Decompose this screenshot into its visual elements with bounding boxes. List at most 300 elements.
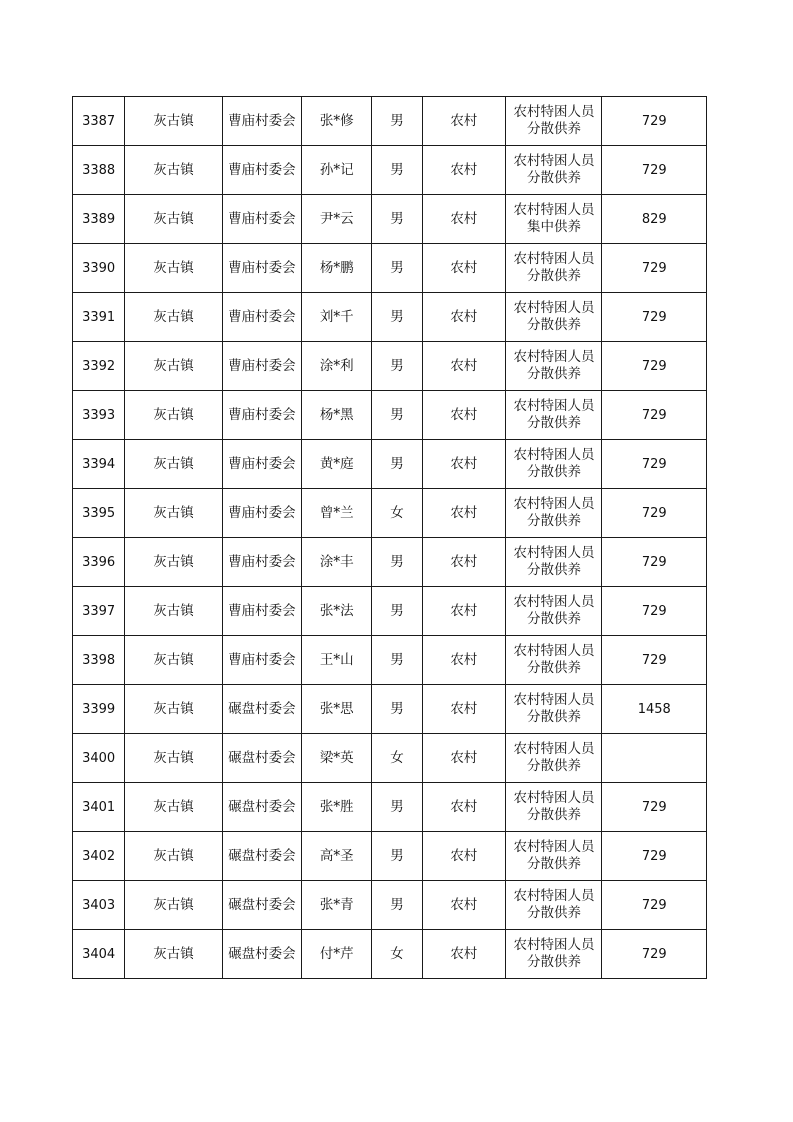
row-number-text: 3398 — [82, 652, 116, 668]
village-committee-text: 碾盘村委会 — [228, 700, 296, 717]
area-type-text: 农村 — [450, 406, 478, 423]
row-number-text: 3400 — [82, 750, 116, 766]
assistance-type-text: 农村特困人员分散供养 — [513, 300, 595, 333]
gender-text: 女 — [390, 945, 404, 962]
area-type-text: 农村 — [450, 749, 478, 766]
area-type-text: 农村 — [450, 455, 478, 472]
village-committee-text: 曹庙村委会 — [228, 504, 296, 521]
assistance-type-cell — [506, 391, 602, 440]
table-row — [73, 636, 707, 685]
person-name-text: 涂*利 — [319, 357, 354, 374]
row-number-text: 3392 — [82, 358, 116, 374]
town-cell — [125, 881, 222, 930]
area-type-text: 农村 — [450, 259, 478, 276]
village-committee-cell — [222, 489, 301, 538]
assistance-type-text: 农村特困人员分散供养 — [513, 349, 595, 382]
gender-text: 男 — [390, 798, 404, 815]
town-cell — [125, 587, 222, 636]
amount-text: 729 — [641, 358, 667, 374]
person-name-cell — [302, 538, 372, 587]
area-type-text: 农村 — [450, 602, 478, 619]
person-name-cell — [302, 293, 372, 342]
area-type-cell — [422, 685, 505, 734]
amount-cell — [602, 146, 707, 195]
amount-cell — [602, 244, 707, 293]
gender-cell — [372, 881, 422, 930]
assistance-type-cell — [506, 146, 602, 195]
amount-cell — [602, 538, 707, 587]
amount-text: 1458 — [637, 701, 671, 717]
gender-text: 男 — [390, 847, 404, 864]
person-name-cell — [302, 930, 372, 979]
town-cell — [125, 930, 222, 979]
area-type-cell — [422, 587, 505, 636]
table-row — [73, 146, 707, 195]
assistance-type-text: 农村特困人员分散供养 — [513, 643, 595, 676]
town-cell — [125, 391, 222, 440]
area-type-cell — [422, 636, 505, 685]
area-type-text: 农村 — [450, 798, 478, 815]
person-name-text: 尹*云 — [319, 210, 354, 227]
row-number-cell — [73, 244, 125, 293]
amount-text: 729 — [641, 456, 667, 472]
row-number-cell — [73, 685, 125, 734]
row-number-text: 3401 — [82, 799, 116, 815]
amount-text: 829 — [641, 211, 667, 227]
table-row — [73, 195, 707, 244]
row-number-text: 3393 — [82, 407, 116, 423]
town-cell — [125, 685, 222, 734]
person-name-cell — [302, 489, 372, 538]
row-number-text: 3402 — [82, 848, 116, 864]
person-name-cell — [302, 391, 372, 440]
assistance-type-text: 农村特困人员分散供养 — [513, 888, 595, 921]
assistance-type-cell — [506, 489, 602, 538]
village-committee-text: 碾盘村委会 — [228, 798, 296, 815]
amount-text: 729 — [641, 897, 667, 913]
village-committee-text: 碾盘村委会 — [228, 749, 296, 766]
area-type-text: 农村 — [450, 161, 478, 178]
row-number-cell — [73, 342, 125, 391]
assistance-type-cell — [506, 783, 602, 832]
person-name-cell — [302, 195, 372, 244]
area-type-text: 农村 — [450, 308, 478, 325]
amount-text: 729 — [641, 309, 667, 325]
area-type-cell — [422, 881, 505, 930]
village-committee-cell — [222, 342, 301, 391]
town-text: 灰古镇 — [153, 945, 194, 962]
town-text: 灰古镇 — [153, 406, 194, 423]
amount-text: 729 — [641, 113, 667, 129]
assistance-type-text: 农村特困人员分散供养 — [513, 937, 595, 970]
village-committee-cell — [222, 832, 301, 881]
row-number-cell — [73, 293, 125, 342]
area-type-text: 农村 — [450, 210, 478, 227]
assistance-type-text: 农村特困人员分散供养 — [513, 447, 595, 480]
town-text: 灰古镇 — [153, 455, 194, 472]
gender-cell — [372, 244, 422, 293]
village-committee-cell — [222, 930, 301, 979]
gender-text: 男 — [390, 210, 404, 227]
town-cell — [125, 244, 222, 293]
town-text: 灰古镇 — [153, 896, 194, 913]
amount-cell — [602, 881, 707, 930]
town-cell — [125, 97, 222, 146]
area-type-cell — [422, 97, 505, 146]
assistance-type-cell — [506, 195, 602, 244]
village-committee-cell — [222, 538, 301, 587]
village-committee-cell — [222, 146, 301, 195]
town-text: 灰古镇 — [153, 651, 194, 668]
person-name-text: 张*胜 — [319, 798, 354, 815]
amount-cell — [602, 783, 707, 832]
town-cell — [125, 783, 222, 832]
assistance-type-cell — [506, 244, 602, 293]
village-committee-text: 曹庙村委会 — [228, 406, 296, 423]
row-number-text: 3404 — [82, 946, 116, 962]
gender-cell — [372, 195, 422, 244]
row-number-text: 3389 — [82, 211, 116, 227]
area-type-text: 农村 — [450, 847, 478, 864]
person-name-cell — [302, 97, 372, 146]
row-number-cell — [73, 636, 125, 685]
gender-cell — [372, 538, 422, 587]
row-number-cell — [73, 783, 125, 832]
assistance-type-cell — [506, 832, 602, 881]
area-type-cell — [422, 342, 505, 391]
area-type-text: 农村 — [450, 651, 478, 668]
row-number-text: 3387 — [82, 113, 116, 129]
gender-text: 女 — [390, 749, 404, 766]
village-committee-cell — [222, 783, 301, 832]
area-type-text: 农村 — [450, 896, 478, 913]
person-name-cell — [302, 587, 372, 636]
area-type-cell — [422, 783, 505, 832]
row-number-text: 3388 — [82, 162, 116, 178]
village-committee-cell — [222, 734, 301, 783]
village-committee-text: 碾盘村委会 — [228, 847, 296, 864]
village-committee-text: 碾盘村委会 — [228, 945, 296, 962]
area-type-cell — [422, 195, 505, 244]
row-number-cell — [73, 832, 125, 881]
gender-cell — [372, 97, 422, 146]
amount-text: 729 — [641, 848, 667, 864]
amount-text: 729 — [641, 603, 667, 619]
gender-cell — [372, 587, 422, 636]
assistance-type-cell — [506, 293, 602, 342]
person-name-text: 曾*兰 — [319, 504, 354, 521]
town-text: 灰古镇 — [153, 749, 194, 766]
area-type-text: 农村 — [450, 504, 478, 521]
person-name-cell — [302, 146, 372, 195]
row-number-cell — [73, 587, 125, 636]
amount-text: 729 — [641, 407, 667, 423]
row-number-text: 3396 — [82, 554, 116, 570]
village-committee-cell — [222, 391, 301, 440]
table-row — [73, 881, 707, 930]
village-committee-text: 曹庙村委会 — [228, 357, 296, 374]
table-row — [73, 440, 707, 489]
amount-cell — [602, 342, 707, 391]
person-name-cell — [302, 342, 372, 391]
person-name-cell — [302, 244, 372, 293]
table-row — [73, 783, 707, 832]
village-committee-text: 曹庙村委会 — [228, 210, 296, 227]
row-number-text: 3399 — [82, 701, 116, 717]
assistance-type-text: 农村特困人员分散供养 — [513, 594, 595, 627]
area-type-text: 农村 — [450, 357, 478, 374]
town-cell — [125, 538, 222, 587]
gender-cell — [372, 685, 422, 734]
person-name-cell — [302, 734, 372, 783]
amount-cell — [602, 832, 707, 881]
amount-cell — [602, 391, 707, 440]
area-type-cell — [422, 440, 505, 489]
gender-cell — [372, 930, 422, 979]
table-row — [73, 832, 707, 881]
assistance-type-cell — [506, 636, 602, 685]
gender-text: 男 — [390, 161, 404, 178]
assistance-type-text: 农村特困人员分散供养 — [513, 741, 595, 774]
assistance-type-cell — [506, 440, 602, 489]
village-committee-text: 碾盘村委会 — [228, 896, 296, 913]
gender-text: 男 — [390, 553, 404, 570]
person-name-text: 王*山 — [319, 651, 354, 668]
assistance-type-cell — [506, 881, 602, 930]
assistance-type-cell — [506, 930, 602, 979]
assistance-type-text: 农村特困人员分散供养 — [513, 398, 595, 431]
town-text: 灰古镇 — [153, 602, 194, 619]
assistance-type-cell — [506, 734, 602, 783]
amount-text: 729 — [641, 505, 667, 521]
town-text: 灰古镇 — [153, 847, 194, 864]
amount-cell — [602, 734, 707, 783]
person-name-text: 涂*丰 — [319, 553, 354, 570]
village-committee-cell — [222, 440, 301, 489]
amount-text: 729 — [641, 652, 667, 668]
person-name-cell — [302, 783, 372, 832]
person-name-cell — [302, 440, 372, 489]
amount-cell — [602, 685, 707, 734]
person-name-text: 梁*英 — [319, 749, 354, 766]
table-row — [73, 538, 707, 587]
town-text: 灰古镇 — [153, 798, 194, 815]
amount-cell — [602, 587, 707, 636]
table-row — [73, 391, 707, 440]
assistance-type-text: 农村特困人员分散供养 — [513, 790, 595, 823]
assistance-type-text: 农村特困人员分散供养 — [513, 251, 595, 284]
village-committee-text: 曹庙村委会 — [228, 259, 296, 276]
area-type-text: 农村 — [450, 700, 478, 717]
amount-cell — [602, 293, 707, 342]
gender-text: 男 — [390, 406, 404, 423]
town-text: 灰古镇 — [153, 357, 194, 374]
assistance-type-text: 农村特困人员分散供养 — [513, 104, 595, 137]
table-row — [73, 244, 707, 293]
gender-text: 男 — [390, 700, 404, 717]
row-number-cell — [73, 734, 125, 783]
gender-text: 男 — [390, 455, 404, 472]
person-name-text: 张*法 — [319, 602, 354, 619]
assistance-type-cell — [506, 342, 602, 391]
village-committee-text: 曹庙村委会 — [228, 161, 296, 178]
area-type-cell — [422, 146, 505, 195]
town-text: 灰古镇 — [153, 210, 194, 227]
amount-text: 729 — [641, 554, 667, 570]
gender-cell — [372, 342, 422, 391]
village-committee-cell — [222, 587, 301, 636]
village-committee-cell — [222, 97, 301, 146]
assistance-type-cell — [506, 587, 602, 636]
assistance-type-text: 农村特困人员集中供养 — [513, 202, 595, 235]
town-text: 灰古镇 — [153, 553, 194, 570]
gender-cell — [372, 734, 422, 783]
person-name-cell — [302, 832, 372, 881]
row-number-cell — [73, 489, 125, 538]
gender-cell — [372, 832, 422, 881]
row-number-text: 3403 — [82, 897, 116, 913]
person-name-text: 刘*千 — [319, 308, 354, 325]
town-cell — [125, 293, 222, 342]
person-name-text: 黄*庭 — [319, 455, 354, 472]
village-committee-cell — [222, 195, 301, 244]
person-name-text: 张*青 — [319, 896, 354, 913]
area-type-cell — [422, 734, 505, 783]
row-number-cell — [73, 195, 125, 244]
row-number-text: 3394 — [82, 456, 116, 472]
table-row — [73, 685, 707, 734]
area-type-cell — [422, 489, 505, 538]
row-number-cell — [73, 538, 125, 587]
town-cell — [125, 832, 222, 881]
person-name-cell — [302, 685, 372, 734]
table-row — [73, 293, 707, 342]
area-type-cell — [422, 538, 505, 587]
person-name-cell — [302, 881, 372, 930]
amount-cell — [602, 440, 707, 489]
town-cell — [125, 146, 222, 195]
assistance-type-text: 农村特困人员分散供养 — [513, 153, 595, 186]
gender-text: 男 — [390, 896, 404, 913]
assistance-type-text: 农村特困人员分散供养 — [513, 692, 595, 725]
amount-text: 729 — [641, 799, 667, 815]
gender-cell — [372, 440, 422, 489]
town-text: 灰古镇 — [153, 259, 194, 276]
town-text: 灰古镇 — [153, 504, 194, 521]
gender-text: 男 — [390, 602, 404, 619]
town-text: 灰古镇 — [153, 161, 194, 178]
town-cell — [125, 342, 222, 391]
village-committee-cell — [222, 685, 301, 734]
town-cell — [125, 440, 222, 489]
town-cell — [125, 195, 222, 244]
gender-text: 男 — [390, 357, 404, 374]
area-type-cell — [422, 244, 505, 293]
row-number-cell — [73, 930, 125, 979]
village-committee-cell — [222, 293, 301, 342]
town-text: 灰古镇 — [153, 700, 194, 717]
assistance-type-cell — [506, 685, 602, 734]
town-cell — [125, 734, 222, 783]
village-committee-text: 曹庙村委会 — [228, 455, 296, 472]
row-number-cell — [73, 146, 125, 195]
gender-cell — [372, 391, 422, 440]
assistance-type-text: 农村特困人员分散供养 — [513, 839, 595, 872]
person-name-text: 杨*鹏 — [319, 259, 354, 276]
town-cell — [125, 489, 222, 538]
area-type-text: 农村 — [450, 112, 478, 129]
amount-text: 729 — [641, 260, 667, 276]
amount-cell — [602, 930, 707, 979]
row-number-cell — [73, 391, 125, 440]
gender-text: 男 — [390, 651, 404, 668]
amount-text: 729 — [641, 946, 667, 962]
town-text: 灰古镇 — [153, 308, 194, 325]
table-row — [73, 97, 707, 146]
row-number-text: 3390 — [82, 260, 116, 276]
person-name-text: 张*修 — [319, 112, 354, 129]
table-row — [73, 930, 707, 979]
area-type-cell — [422, 391, 505, 440]
area-type-cell — [422, 930, 505, 979]
gender-text: 男 — [390, 308, 404, 325]
assistance-type-cell — [506, 97, 602, 146]
gender-cell — [372, 489, 422, 538]
gender-cell — [372, 783, 422, 832]
village-committee-cell — [222, 244, 301, 293]
village-committee-cell — [222, 881, 301, 930]
village-committee-cell — [222, 636, 301, 685]
gender-text: 女 — [390, 504, 404, 521]
area-type-text: 农村 — [450, 553, 478, 570]
amount-cell — [602, 195, 707, 244]
table-row — [73, 342, 707, 391]
table-row — [73, 489, 707, 538]
person-name-text: 杨*黑 — [319, 406, 354, 423]
row-number-cell — [73, 881, 125, 930]
roster-body — [73, 97, 707, 979]
assistance-roster-table — [72, 96, 707, 979]
village-committee-text: 曹庙村委会 — [228, 112, 296, 129]
person-name-cell — [302, 636, 372, 685]
table-row — [73, 587, 707, 636]
village-committee-text: 曹庙村委会 — [228, 602, 296, 619]
table-row — [73, 734, 707, 783]
town-cell — [125, 636, 222, 685]
row-number-text: 3397 — [82, 603, 116, 619]
gender-text: 男 — [390, 112, 404, 129]
gender-cell — [372, 293, 422, 342]
village-committee-text: 曹庙村委会 — [228, 553, 296, 570]
gender-cell — [372, 636, 422, 685]
row-number-cell — [73, 440, 125, 489]
assistance-type-text: 农村特困人员分散供养 — [513, 496, 595, 529]
area-type-cell — [422, 832, 505, 881]
town-text: 灰古镇 — [153, 112, 194, 129]
village-committee-text: 曹庙村委会 — [228, 651, 296, 668]
row-number-text: 3395 — [82, 505, 116, 521]
person-name-text: 高*圣 — [319, 847, 354, 864]
amount-cell — [602, 636, 707, 685]
area-type-text: 农村 — [450, 945, 478, 962]
assistance-type-text: 农村特困人员分散供养 — [513, 545, 595, 578]
row-number-text: 3391 — [82, 309, 116, 325]
gender-cell — [372, 146, 422, 195]
area-type-cell — [422, 293, 505, 342]
person-name-text: 张*思 — [319, 700, 354, 717]
amount-cell — [602, 97, 707, 146]
amount-text: 729 — [641, 162, 667, 178]
